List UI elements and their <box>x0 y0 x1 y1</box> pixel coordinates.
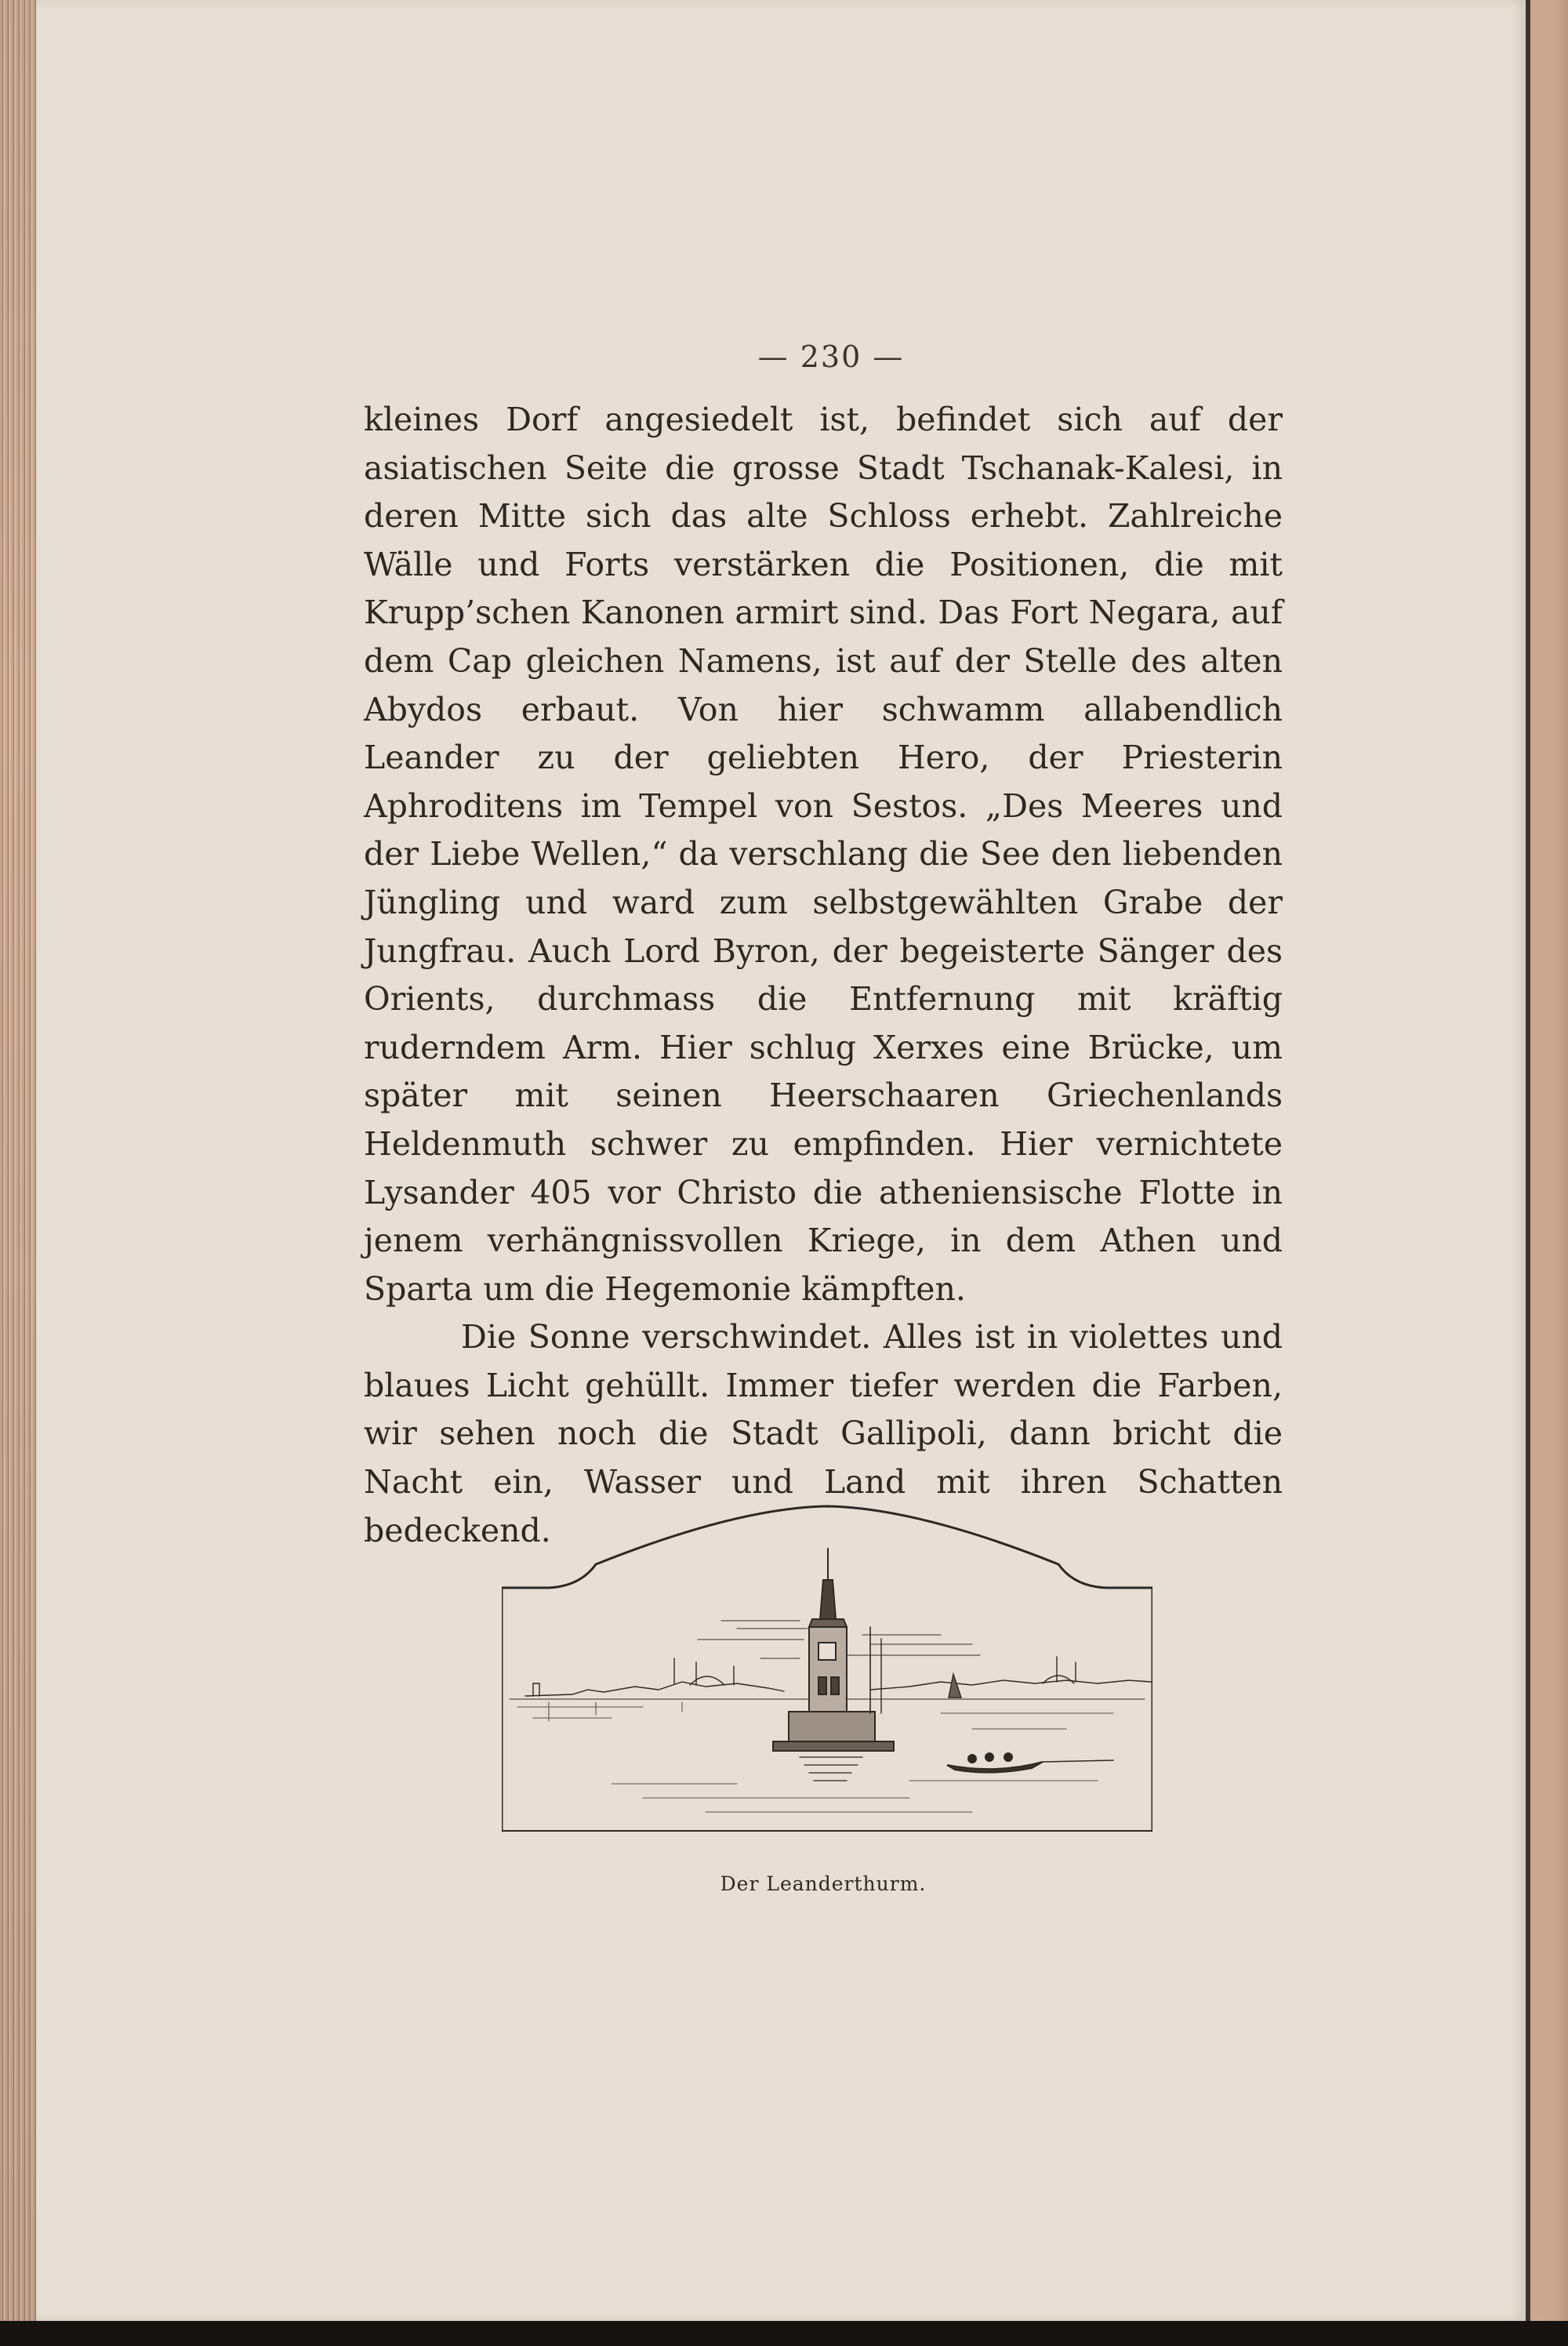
right-cover-edge <box>1526 0 1568 2321</box>
figure-caption: Der Leanderthurm. <box>720 1872 927 1895</box>
rowboat <box>947 1753 1113 1773</box>
leander-tower <box>773 1549 894 1751</box>
left-page-edges-shade <box>0 0 36 2346</box>
tower-reflection <box>800 1757 862 1781</box>
bottom-background-strip <box>0 2321 1568 2346</box>
paragraph: kleines Dorf angesiedelt ist, befindet sich auf der asiatischen Seite die grosse Stadt Tschanak-Kalesi, in deren Mitte sich das alte Schloss erhebt. Zahlreiche Wälle und Forts verstärken die Positionen, die mit Krupp’schen Kanonen armirt sind. Das Fort Negara, auf dem Cap gleichen Namens, ist auf der Stelle des alten Abydos erbaut. Von hier schwamm allabendlich Leander zu der geliebten Hero, der Priesterin Aphroditens im Tempel von Sestos. „Des Meeres und der Liebe Wellen,“ da verschlang die See den liebenden Jüngling und ward zum selbstgewählten Grabe der Jungfrau. Auch Lord Byron, der begeisterte Sänger des Orients, durchmass die Entfernung mit kräftig ruderndem Arm. Hier schlug Xerxes eine Brücke, um später mit seinen Heerschaaren Griechenlands Heldenmuth schwer zu empfinden. Hier vernichtete Lysander 405 vor Christo die atheniensische Flotte in jenem verhängnissvollen Kriege, in dem Athen und Sparta um die Hegemonie kämpften. <box>364 401 1283 1308</box>
leanderturm-engraving <box>502 1502 1152 1839</box>
page-number: — 230 — <box>757 340 905 374</box>
paragraph: Die Sonne verschwindet. Alles ist in violettes und blaues Licht gehüllt. Immer tiefer werden die Farben, wir sehen noch die Stadt Gallipoli, dann bricht die Nacht ein, Wasser und Land mit ihren Schatten bedeckend. <box>364 1318 1283 1549</box>
body-text <box>364 396 1283 1555</box>
distant-sailboat <box>949 1674 961 1698</box>
